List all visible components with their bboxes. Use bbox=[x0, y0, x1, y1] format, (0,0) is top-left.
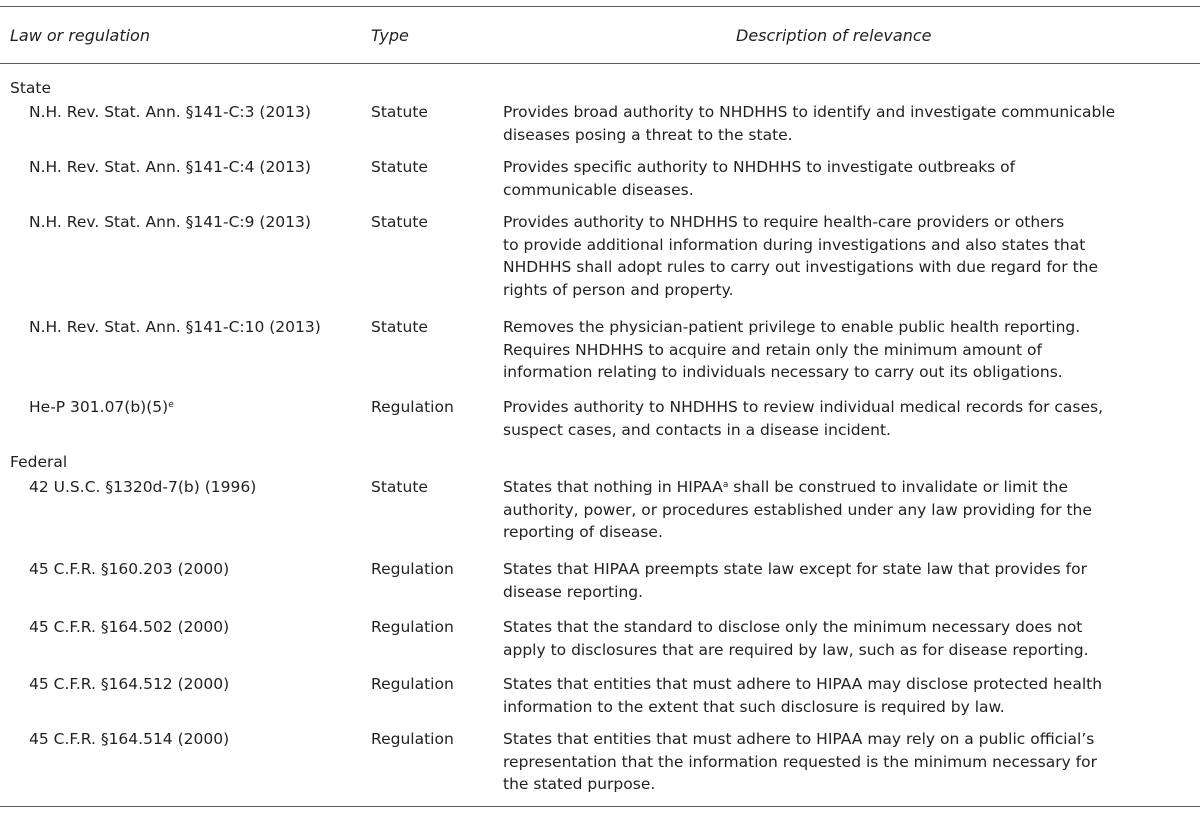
law-cell: N.H. Rev. Stat. Ann. §141-C:10 (2013) bbox=[29, 318, 321, 336]
description-cell bbox=[503, 211, 1195, 301]
type-cell: Statute bbox=[371, 318, 428, 336]
type-cell: Statute bbox=[371, 158, 428, 176]
column-header-type: Type bbox=[371, 26, 409, 45]
description-line: representation that the information requested is the minimum necessary for bbox=[503, 752, 1097, 771]
description-line bbox=[503, 476, 1195, 499]
description-line: Requires NHDHHS to acquire and retain only the minimum amount of bbox=[503, 340, 1042, 359]
type-cell: Regulation bbox=[371, 675, 454, 693]
header-rule bbox=[0, 63, 1200, 64]
description-cell bbox=[503, 101, 1195, 146]
description-line: diseases posing a threat to the state. bbox=[503, 125, 793, 144]
description-cell bbox=[503, 558, 1195, 603]
description-cell bbox=[503, 616, 1195, 661]
description-line: States that the standard to disclose only the minimum necessary does not bbox=[503, 618, 1083, 636]
table-bottom-rule bbox=[0, 806, 1200, 807]
table-top-rule bbox=[0, 6, 1200, 7]
description-line: information to the extent that such disclosure is required by law. bbox=[503, 697, 1005, 716]
type-cell: Statute bbox=[371, 213, 428, 231]
law-cell: N.H. Rev. Stat. Ann. §141-C:4 (2013) bbox=[29, 158, 311, 176]
description-line: Provides specific authority to NHDHHS to investigate outbreaks of bbox=[503, 158, 1016, 176]
description-cell bbox=[503, 476, 1195, 544]
description-line: apply to disclosures that are required by law, such as for disease reporting. bbox=[503, 640, 1089, 659]
description-line: Removes the physician-patient privilege to enable public health reporting. bbox=[503, 318, 1081, 336]
law-text: He-P 301.07(b)(5) bbox=[29, 398, 169, 416]
type-cell: Regulation bbox=[371, 730, 454, 748]
description-line: NHDHHS shall adopt rules to carry out investigations with due regard for the bbox=[503, 258, 1099, 276]
footnote-marker: a bbox=[722, 480, 729, 490]
type-cell: Regulation bbox=[371, 618, 454, 636]
description-cell bbox=[503, 728, 1195, 796]
type-cell: Statute bbox=[371, 478, 428, 496]
description-line: Provides authority to NHDHHS to review individual medical records for cases, bbox=[503, 398, 1104, 416]
description-line: Provides authority to NHDHHS to require health-care providers or others bbox=[503, 213, 1065, 231]
column-header-description: Description of relevance bbox=[736, 26, 932, 45]
description-fragment: shall be construed to invalidate or limit the bbox=[728, 478, 1069, 496]
type-cell: Regulation bbox=[371, 398, 454, 416]
description-line: States that entities that must adhere to HIPAA may rely on a public official’s bbox=[503, 730, 1095, 748]
description-cell bbox=[503, 156, 1195, 201]
description-fragment: States that nothing in HIPAA bbox=[503, 478, 723, 496]
law-cell: 45 C.F.R. §164.514 (2000) bbox=[29, 730, 230, 748]
description-line: disease reporting. bbox=[503, 582, 644, 601]
description-line: authority, power, or procedures established under any law providing for the bbox=[503, 500, 1092, 519]
description-line: to provide additional information during investigations and also states that bbox=[503, 235, 1086, 254]
description-line: suspect cases, and contacts in a disease incident. bbox=[503, 420, 891, 439]
description-line: information relating to individuals necessary to carry out its obligations. bbox=[503, 363, 1063, 381]
law-cell: N.H. Rev. Stat. Ann. §141-C:3 (2013) bbox=[29, 103, 311, 121]
description-cell bbox=[503, 673, 1195, 718]
description-cell bbox=[503, 396, 1195, 441]
law-cell: 45 C.F.R. §164.502 (2000) bbox=[29, 618, 230, 636]
description-line: communicable diseases. bbox=[503, 180, 694, 199]
description-line: rights of person and property. bbox=[503, 280, 734, 299]
law-cell: N.H. Rev. Stat. Ann. §141-C:9 (2013) bbox=[29, 213, 311, 231]
type-cell: Statute bbox=[371, 103, 428, 121]
description-cell bbox=[503, 316, 1195, 384]
column-header-law: Law or regulation bbox=[10, 26, 150, 45]
law-cell: 45 C.F.R. §160.203 (2000) bbox=[29, 560, 230, 578]
footnote-marker: e bbox=[168, 400, 174, 410]
law-cell: 42 U.S.C. §1320d-7(b) (1996) bbox=[29, 478, 257, 496]
description-line: reporting of disease. bbox=[503, 523, 663, 541]
law-cell bbox=[29, 396, 174, 419]
section-heading-federal: Federal bbox=[10, 453, 68, 471]
section-heading-state: State bbox=[10, 79, 52, 97]
description-line: Provides broad authority to NHDHHS to identify and investigate communicable bbox=[503, 103, 1116, 121]
type-cell: Regulation bbox=[371, 560, 454, 578]
description-line: States that entities that must adhere to HIPAA may disclose protected health bbox=[503, 675, 1103, 693]
description-line: the stated purpose. bbox=[503, 775, 656, 793]
law-cell: 45 C.F.R. §164.512 (2000) bbox=[29, 675, 230, 693]
description-line: States that HIPAA preempts state law except for state law that provides for bbox=[503, 560, 1087, 578]
